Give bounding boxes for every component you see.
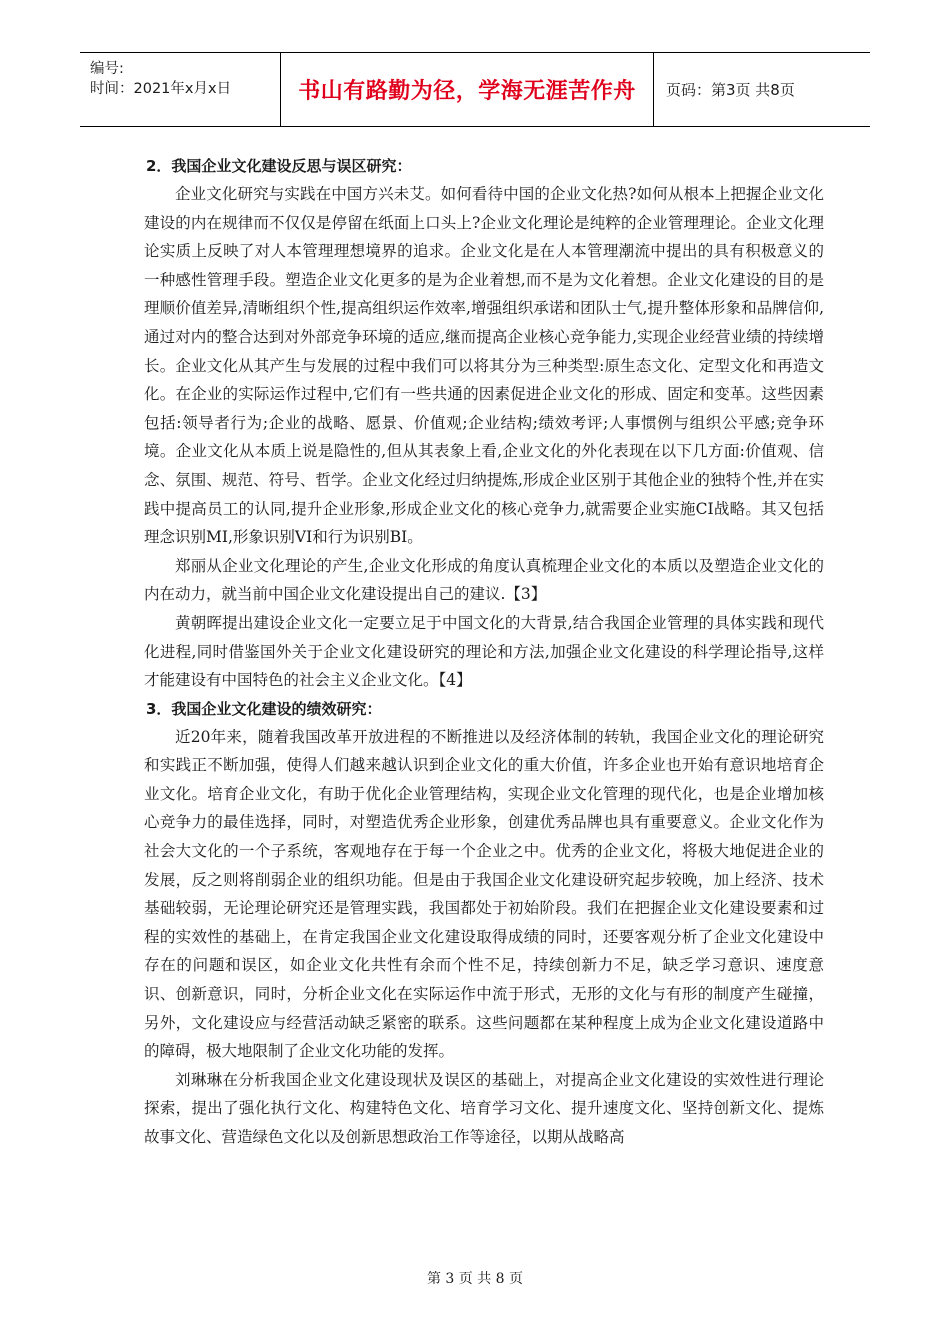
section-heading: 2．我国企业文化建设反思与误区研究： [146,157,412,175]
body-paragraph: 企业文化研究与实践在中国方兴未艾。如何看待中国的企业文化热?如何从根本上把握企业文化建设的内在规律而不仅仅是停留在纸面上口头上?企业文化理论是纯粹的企业管理理论。企业文化理论实质上反映了对人本管理理想境界的追求。企业文化是在人本管理潮流中提出的具有积极意义的一种感性管理手段。塑造企业文化更多的是为企业着想,而不是为文化着想。企业文化建设的目的是理顺价值差异,清晰组织个性,提高组织运作效率,增强组织承诺和团队士气,提升整体形象和品牌信仰,通过对内的整合达到对外部竞争环境的适应,继而提高企业核心竞争能力,实现企业经营业绩的持续增长。企业文化从其产生与发展的过程中我们可以将其分为三种类型:原生态文化、定型文化和再造文化。在企业的实际运作过程中,它们有一些共通的因素促进企业文化的形成、固定和变革。这些因素包括:领导者行为;企业的战略、愿景、价值观;企业结构;绩效考评;人事惯例与组织公平感;竞争环境。企业文化从本质上说是隐性的,但从其表象上看,企业文化的外化表现在以下几方面:价值观、信念、氛围、规范、符号、哲学。企业文化经过归纳提炼,形成企业区别于其他企业的独特个性,并在实践中提高员工的认同,提升企业形象,形成企业文化的核心竞争力,就需要企业实施CI战略。其又包括理念识别MI,形象识别VI和行为识别BI。 [144,185,824,547]
page-footer: 第 3 页 共 8 页 [426,1271,524,1287]
body-paragraph: 黄朝晖提出建设企业文化一定要立足于中国文化的大背景,结合我国企业管理的具体实践和现代化进程,同时借鉴国外关于企业文化建设研究的理论和方法,加强企业文化建设的科学理论指导,这样才能建设有中国特色的社会主义企业文化。【4】 [144,613,824,690]
section-2 [144,152,824,695]
body-paragraph: 郑丽从企业文化理论的产生,企业文化形成的角度认真梳理企业文化的本质以及塑造企业文化的内在动力，就当前中国企业文化建设提出自己的建议.【3】 [144,556,824,604]
header-page-info: 页码：第3页 共8页 [666,81,795,99]
document-number-label: 编号: [90,61,124,77]
section-heading: 3．我国企业文化建设的绩效研究： [146,699,382,718]
header-meta [80,53,281,126]
body-paragraph: 近20年来，随着我国改革开放进程的不断推进以及经济体制的转轨，我国企业文化的理论研究和实践正不断加强，使得人们越来越认识到企业文化的重大价值，许多企业也开始有意识地培育企业文化。培育企业文化，有助于优化企业管理结构，实现企业文化管理的现代化，也是企业增加核心竞争力的最佳选择，同时，对塑造优秀企业形象，创建优秀品牌也具有重要意义。企业文化作为社会大文化的一个子系统，客观地存在于每一个企业之中。优秀的企业文化，将极大地促进企业的发展，反之则将削弱企业的组织功能。但是由于我国企业文化建设研究起步较晚，加上经济、技术基础较弱，无论理论研究还是管理实践，我国都处于初始阶段。我们在把握企业文化建设要素和过程的实效性的基础上，在肯定我国企业文化建设取得成绩的同时，还要客观分析了企业文化建设中存在的问题和误区，如企业文化共性有余而个性不足，持续创新力不足，缺乏学习意识、速度意识、创新意识，同时，分析企业文化在实际运作中流于形式，无形的文化与有形的制度产生碰撞，另外，文化建设应与经营活动缺乏紧密的联系。这些问题都在某种程度上成为企业文化建设道路中的障碍，极大地限制了企业文化功能的发挥。 [144,727,824,1061]
document-body [144,152,824,1152]
section-3 [144,695,824,1152]
page-header [80,52,870,127]
document-time-label: 时间：2021年x月x日 [90,81,232,97]
body-paragraph: 刘琳琳在分析我国企业文化建设现状及误区的基础上，对提高企业文化建设的实效性进行理论探索，提出了强化执行文化、构建特色文化、培育学习文化、提升速度文化、坚持创新文化、提炼故事文化、营造绿色文化以及创新思想政治工作等途径，以期从战略高 [144,1070,824,1146]
header-motto: 书山有路勤为径，学海无涯苦作舟 [281,53,654,126]
